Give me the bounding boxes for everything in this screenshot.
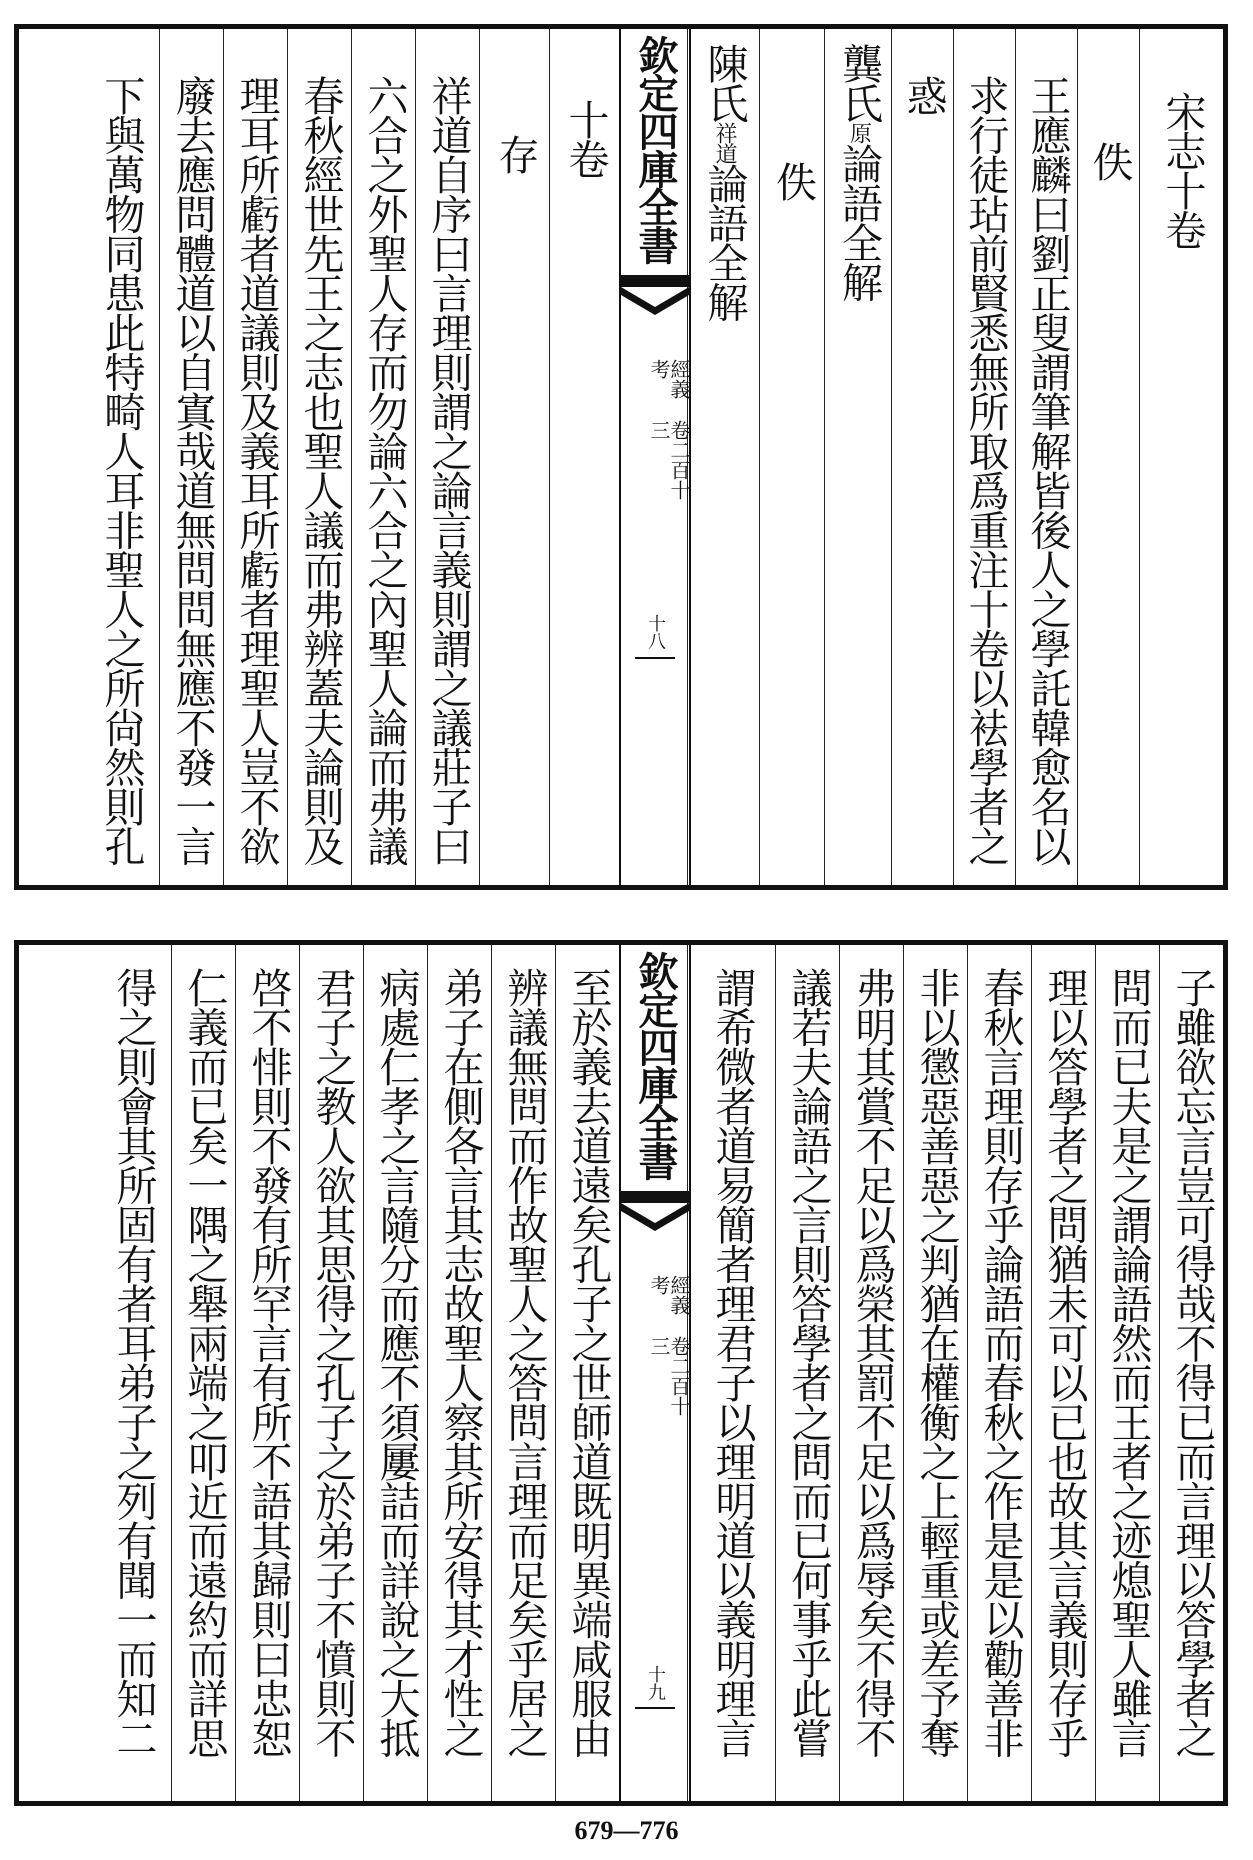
column xyxy=(223,29,288,885)
book-title: 論語全解 xyxy=(700,163,749,321)
column-text: 議若夫論語之言則答學者之問而已何事乎此嘗 xyxy=(784,967,833,1757)
column xyxy=(29,29,159,885)
column-text: 王應麟曰劉正叟謂筆解皆後人之學託韓愈名以 xyxy=(1023,75,1072,865)
column xyxy=(1095,945,1160,1801)
author-name: 龔氏 xyxy=(835,43,883,122)
column-text: 仁義而已矣一隅之舉兩端之叩近而遠約而詳思 xyxy=(180,967,229,1757)
page-number: 十八 xyxy=(645,614,666,650)
author-note: 祥道 xyxy=(712,122,737,163)
column-text: 廢去應問體道以自寘哉道無問問無應不發一言 xyxy=(168,75,217,865)
column xyxy=(1031,945,1096,1801)
column-text: 問而已夫是之謂論語然而王者之迹熄聖人雖言 xyxy=(1104,967,1153,1757)
column-text: 君子之教人欲其思得之孔子之於弟子不憤則不 xyxy=(308,967,357,1757)
column xyxy=(903,945,968,1801)
section-volume: 卷二百十三 xyxy=(647,1336,691,1417)
page-rule xyxy=(635,657,676,659)
page-reference: 679—776 xyxy=(574,1816,679,1845)
column-text: 佚 xyxy=(769,161,817,201)
column-text: 理以答學者之問猶未可以已也故其言義則存乎 xyxy=(1040,967,1089,1757)
fishtail-mark xyxy=(621,275,689,325)
column xyxy=(1159,945,1224,1801)
column xyxy=(171,945,236,1801)
centre-title: 欽定四庫全書 xyxy=(632,35,679,263)
column-text: 啓不悱則不發有所罕言有所不語其歸則曰忠恕 xyxy=(244,967,293,1757)
column-text: 子雖欲忘言豈可得哉不得已而言理以答學者之 xyxy=(1168,967,1217,1757)
column-text: 謂希微者道易簡者理君子以理明道以義明理言 xyxy=(708,967,757,1757)
entry-column xyxy=(687,29,760,885)
column-text: 惑 xyxy=(899,75,948,115)
column xyxy=(427,945,492,1801)
column-text: 非以懲惡善惡之判猶在權衡之上輕重或差予奪 xyxy=(912,967,961,1757)
column xyxy=(555,945,620,1801)
column xyxy=(891,29,954,885)
column xyxy=(235,945,300,1801)
top-page xyxy=(14,24,1228,890)
book-title: 論語全解 xyxy=(835,142,883,301)
centre-band xyxy=(619,945,691,1801)
page-rule xyxy=(635,1707,676,1709)
column xyxy=(839,945,904,1801)
column-text: 得之則會其所固有者耳弟子之列有聞一而知二 xyxy=(109,967,158,1757)
column xyxy=(1139,29,1224,885)
column xyxy=(549,29,620,885)
column-text: 下與萬物同患此特畸人耳非聖人之所尙然則孔 xyxy=(97,75,146,865)
column xyxy=(479,29,550,885)
column xyxy=(415,29,480,885)
column-text: 春秋經世先王之志也聖人議而弗辨蓋夫論則及 xyxy=(296,75,345,865)
column xyxy=(953,29,1016,885)
column-text: 六合之外聖人存而勿論六合之內聖人論而弗議 xyxy=(360,75,409,865)
column-text: 祥道自序曰言理則謂之論言義則謂之議莊子曰 xyxy=(424,75,473,865)
section-volume: 卷二百十三 xyxy=(647,420,691,501)
column xyxy=(759,29,825,885)
section-book: 經義考 xyxy=(647,359,691,399)
entry-text xyxy=(825,43,892,301)
column xyxy=(491,945,556,1801)
column xyxy=(363,945,428,1801)
column-text: 弗明其賞不足以爲榮其罰不足以爲辱矣不得不 xyxy=(848,967,897,1757)
column xyxy=(1077,29,1140,885)
column xyxy=(287,29,352,885)
centre-title: 欽定四庫全書 xyxy=(632,951,679,1179)
column-text: 十卷 xyxy=(561,99,610,178)
column-text: 至於義去道遠矣孔子之世師道既明異端咸服由 xyxy=(564,967,613,1757)
bottom-page xyxy=(14,940,1228,1806)
column xyxy=(1015,29,1078,885)
column xyxy=(687,945,776,1801)
column-text: 理耳所虧者道議則及義耳所虧者理聖人豈不欲 xyxy=(232,75,281,865)
section-book: 經義考 xyxy=(647,1275,691,1315)
column xyxy=(299,945,364,1801)
column xyxy=(775,945,840,1801)
centre-section xyxy=(621,359,689,519)
column-text: 春秋言理則存乎論語而春秋之作是是以勸善非 xyxy=(976,967,1025,1757)
column-text: 存 xyxy=(491,134,540,174)
column-text: 求行徒玷前賢悉無所取爲重注十卷以袪學者之 xyxy=(961,75,1010,865)
entry-text xyxy=(688,43,760,321)
centre-band xyxy=(619,29,691,885)
author-note: 原 xyxy=(846,122,872,143)
column xyxy=(29,945,171,1801)
fishtail-mark xyxy=(621,1191,689,1241)
author-name: 陳氏 xyxy=(700,43,749,122)
page-number: 十九 xyxy=(645,1665,666,1701)
column xyxy=(159,29,224,885)
column-text: 辨議無問而作故聖人之答問言理而足矣乎居之 xyxy=(500,967,549,1757)
entry-column xyxy=(824,29,892,885)
column-text: 弟子在側各言其志故聖人察其所安得其才性之 xyxy=(436,967,485,1757)
centre-section xyxy=(621,1275,689,1435)
column xyxy=(351,29,416,885)
column-text: 病處仁孝之言隨分而應不須屢詰而詳說之大抵 xyxy=(372,967,421,1757)
column-text: 宋志十卷 xyxy=(1158,91,1207,249)
column-text: 佚 xyxy=(1085,141,1134,181)
column xyxy=(967,945,1032,1801)
